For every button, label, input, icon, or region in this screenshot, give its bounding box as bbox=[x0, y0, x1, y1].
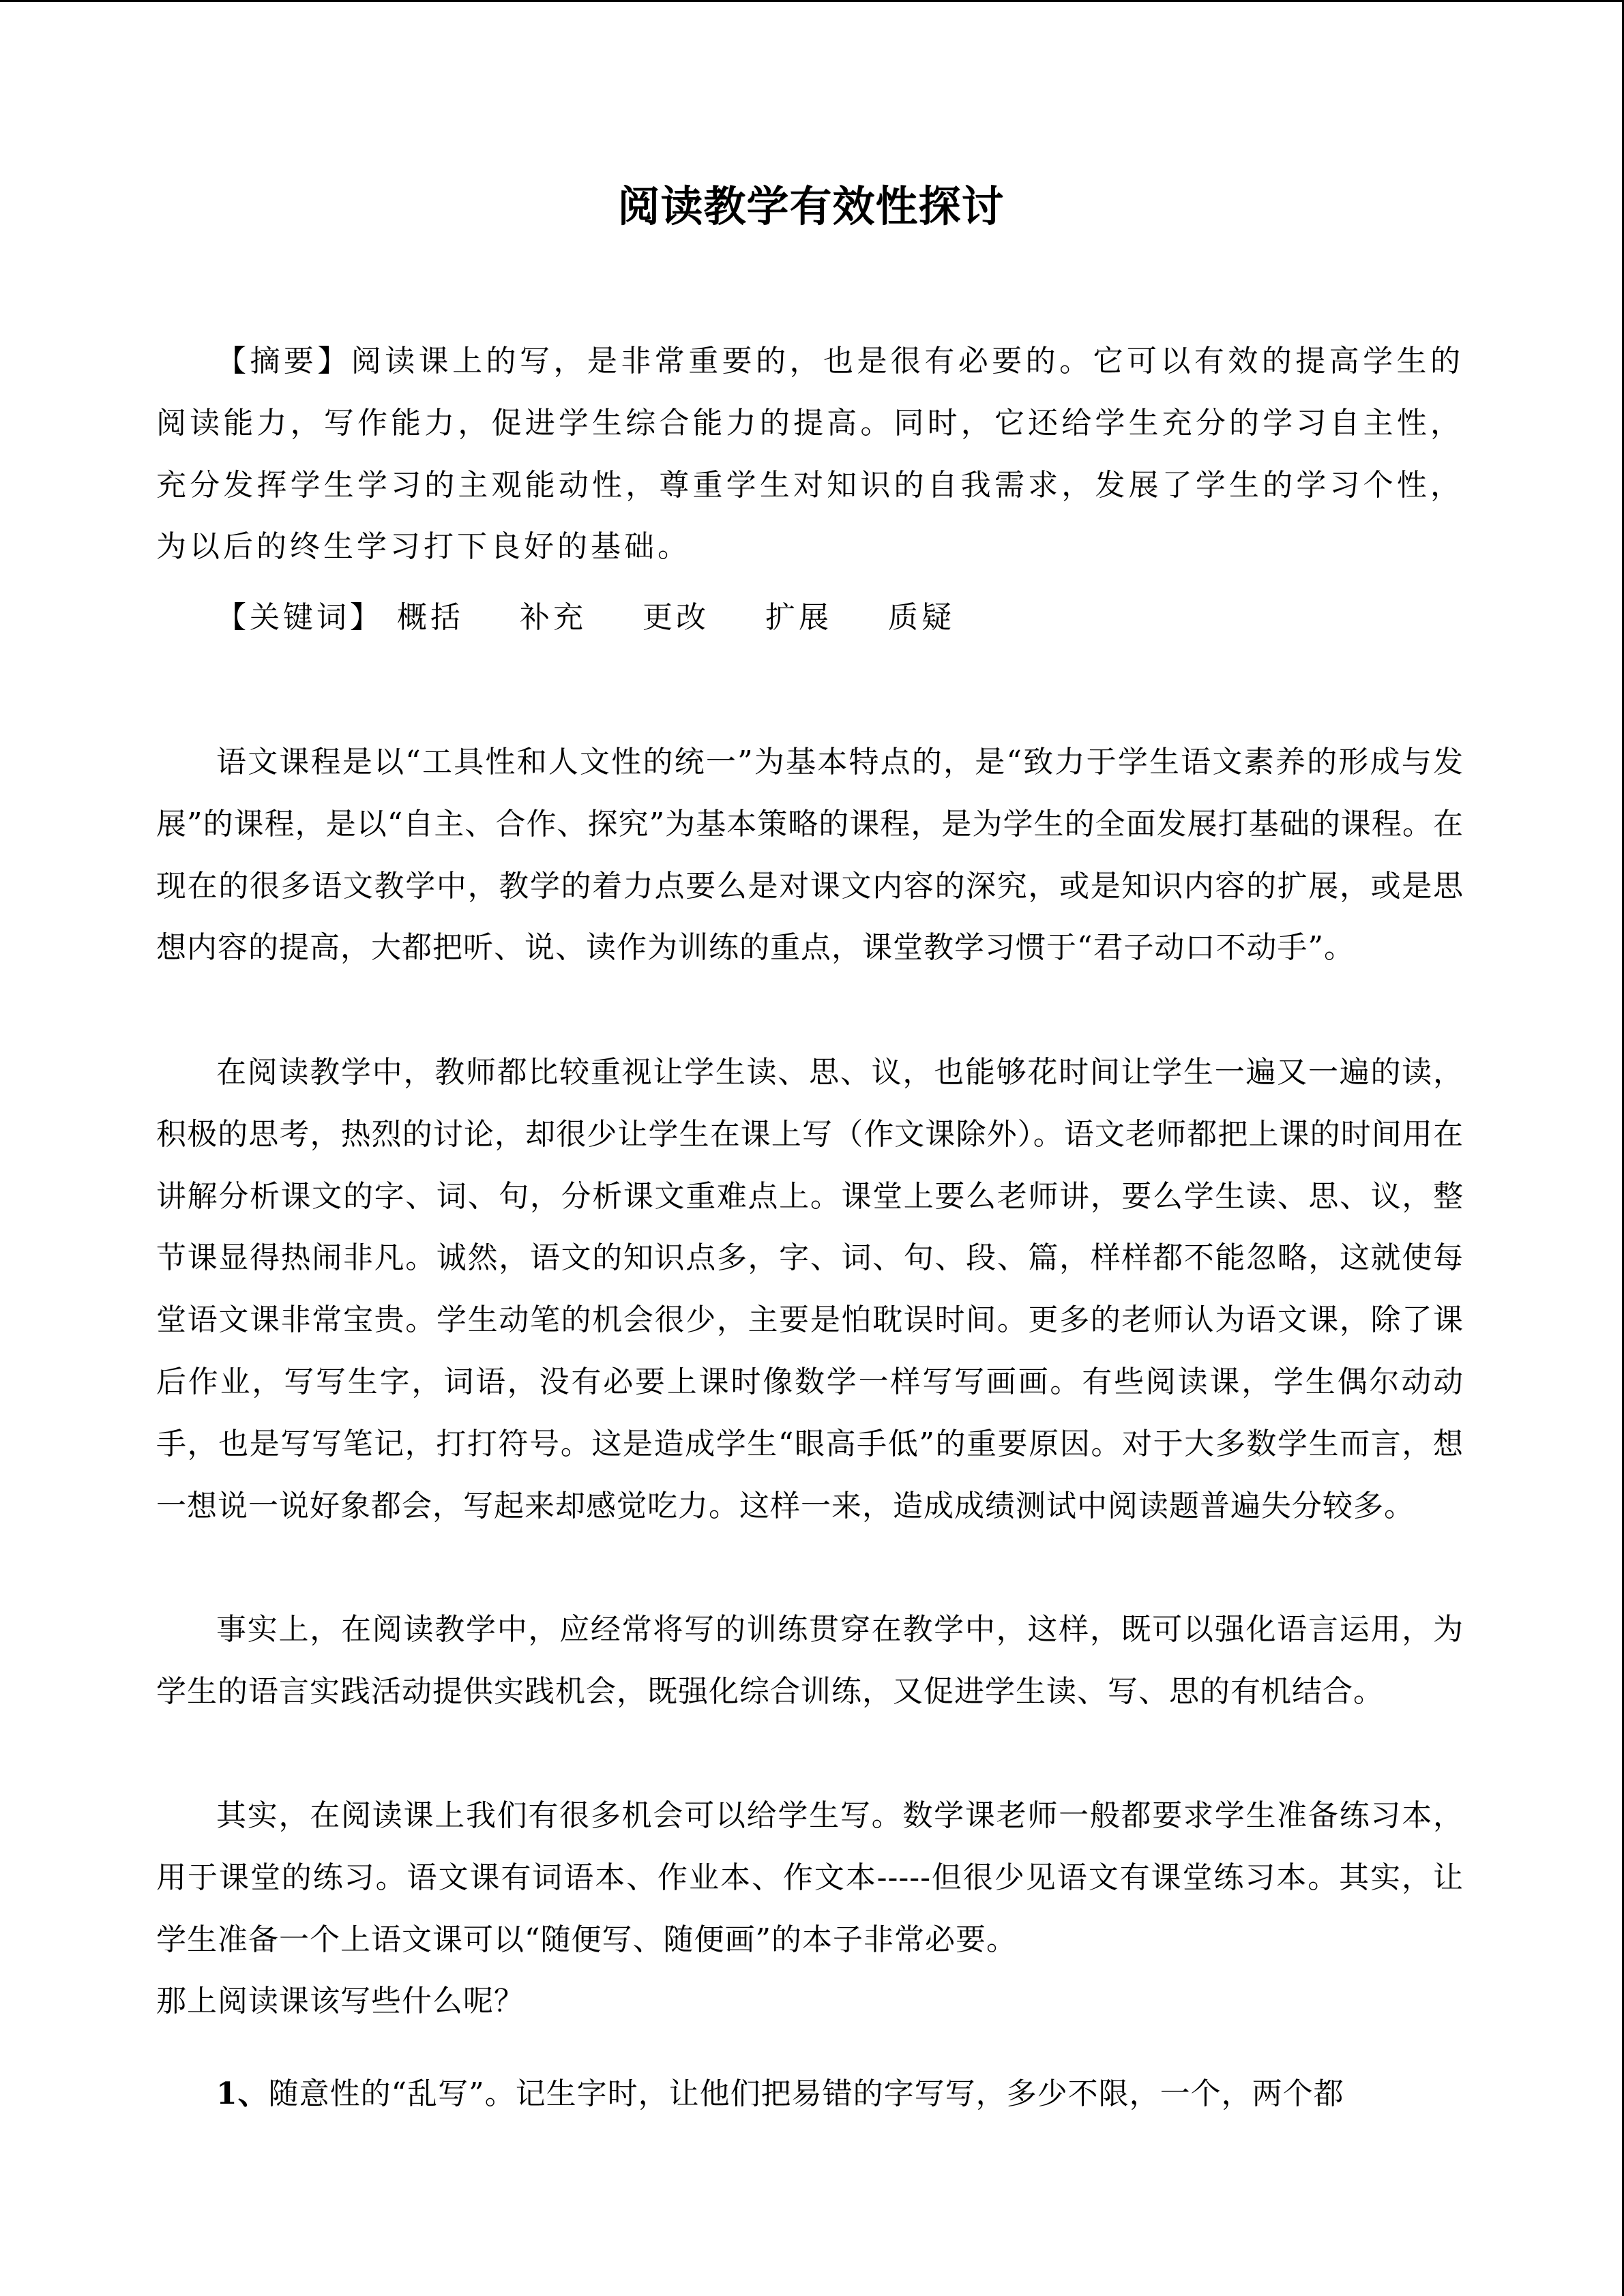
keywords-line bbox=[216, 587, 955, 648]
keyword: 质疑 bbox=[888, 600, 955, 635]
body-paragraph: 事实上，在阅读教学中，应经常将写的训练贯穿在教学中，这样，既可以强化语言运用，为学生的语言实践活动提供实践机会，既强化综合训练，又促进学生读、写、思的有机结合。 bbox=[156, 1612, 1464, 1709]
abstract-label: 【摘要】 bbox=[216, 344, 351, 378]
section-question: 那上阅读课该写些什么呢？ bbox=[156, 1984, 525, 2018]
document-title: 阅读教学有效性探讨 bbox=[617, 181, 1005, 231]
body-paragraph: 其实，在阅读课上我们有很多机会可以给学生写。数学课老师一般都要求学生准备练习本，用于课堂的练习。语文课有词语本、作业本、作文本-----但很少见语文有课堂练习本。其实，让学生准备一个上语文课可以“随便写、随便画”的本子非常必要。 bbox=[156, 1798, 1464, 1957]
abstract-text: 阅读课上的写，是非常重要的，也是很有必要的。它可以有效的提高学生的阅读能力，写作能力，促进学生综合能力的提高。同时，它还给学生充分的学习自主性，充分发挥学生学习的主观能动性，尊重学生对知识的自我需求，发展了学生的学习个性，为以后的终生学习打下良好的基础。 bbox=[156, 344, 1464, 565]
abstract-paragraph bbox=[156, 331, 1464, 578]
keyword: 扩展 bbox=[765, 600, 832, 635]
list-item-text: 随意性的“乱写”。记生字时，让他们把易错的字写写，多少不限，一个，两个都 bbox=[268, 2076, 1344, 2111]
keyword: 补充 bbox=[520, 600, 587, 635]
keywords-label: 【关键词】 bbox=[216, 600, 383, 635]
body-paragraph: 语文课程是以“工具性和人文性的统一”为基本特点的，是“致力于学生语文素养的形成与发展”的课程，是以“自主、合作、探究”为基本策略的课程，是为学生的全面发展打基础的课程。在现在的很多语文教学中，教学的着力点要么是对课文内容的深究，或是知识内容的扩展，或是思想内容的提高，大都把听、说、读作为训练的重点，课堂教学习惯于“君子动口不动手”。 bbox=[156, 745, 1464, 966]
list-item bbox=[156, 2063, 1464, 2126]
body-paragraph: 在阅读教学中，教师都比较重视让学生读、思、议，也能够花时间让学生一遍又一遍的读，积极的思考，热烈的讨论，却很少让学生在课上写（作文课除外）。语文老师都把上课的时间用在讲解分析课文的字、词、句，分析课文重难点上。课堂上要么老师讲，要么学生读、思、议，整节课显得热闹非凡。诚然，语文的知识点多，字、词、句、段、篇，样样都不能忽略，这就使每堂语文课非常宝贵。学生动笔的机会很少，主要是怕耽误时间。更多的老师认为语文课，除了课后作业，写写生字，词语，没有必要上课时像数学一样写写画画。有些阅读课，学生偶尔动动手，也是写写笔记，打打符号。这是造成学生“眼高手低”的重要原因。对于大多数学生而言，想一想说一说好象都会，写起来却感觉吃力。这样一来，造成成绩测试中阅读题普遍失分较多。 bbox=[156, 1055, 1464, 1523]
keyword: 更改 bbox=[643, 600, 709, 635]
list-item-number: 1、 bbox=[216, 2076, 269, 2111]
keyword: 概括 bbox=[397, 600, 464, 635]
